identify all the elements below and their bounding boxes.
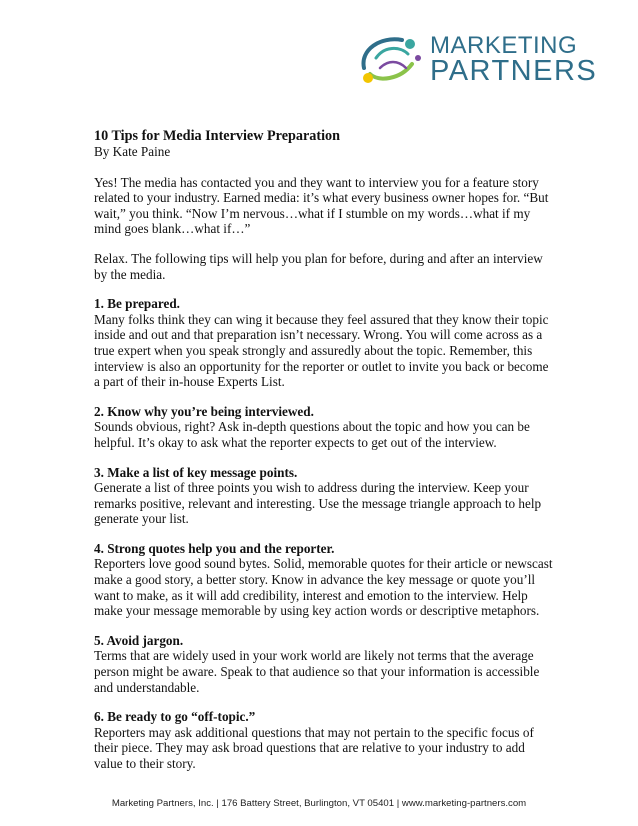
intro-paragraph: Yes! The media has contacted you and they want to interview you for a feature story related to your industry. Earned media: it’s what every business owner hopes for. “But wait,” you think. “Now I’m nervous…what if I stumble on my words…what if my mind goes blank…what if…” [94, 174, 549, 237]
tip-section [94, 296, 554, 390]
tip-section [94, 633, 554, 695]
tip-body: Many folks think they can wing it because they feel assured that they know their topic inside and out and that preparation isn’t necessary. Wrong. You will come across as a true expert when you speak strongly and assuredly about the topic. Remember, this interview is also an opportunity for the reporter or outlet to invite you back or become a part of their in-house Experts List. [94, 311, 549, 390]
tip-section [94, 541, 554, 619]
page-footer: Marketing Partners, Inc. | 176 Battery Street, Burlington, VT 05401 | www.marketing-partners.com [111, 798, 527, 809]
tip-heading: 4. Strong quotes help you and the reporter. [94, 540, 335, 556]
logo-mark-icon [356, 30, 428, 90]
tip-body: Reporters love good sound bytes. Solid, memorable quotes for their article or newscast make a good story, a better story. Know in advance the key message or quote you’ll want to make, as it will add credibility, interest and emotion to the interview. Help make your message memorable by using key action words or descriptive metaphors. [94, 556, 553, 619]
tip-section [94, 404, 554, 451]
logo-text-line2: PARTNERS [430, 55, 598, 87]
logo-text-line1: MARKETING [430, 32, 578, 59]
tip-heading: 6. Be ready to go “off-topic.” [94, 709, 256, 725]
document-title: 10 Tips for Media Interview Preparation [94, 128, 341, 144]
tip-body: Terms that are widely used in your work world are likely not terms that the average person might be aware. Speak to that audience so that your information is accessible and understandable. [94, 648, 540, 695]
document-body [94, 128, 554, 786]
tip-heading: 2. Know why you’re being interviewed. [94, 403, 314, 419]
logo-wordmark [430, 34, 597, 86]
tip-heading: 1. Be prepared. [94, 296, 180, 312]
company-logo [356, 30, 598, 90]
author-byline: By Kate Paine [94, 144, 171, 159]
tip-heading: 5. Avoid jargon. [94, 632, 184, 648]
tip-body: Sounds obvious, right? Ask in-depth questions about the topic and how you can be helpful. It’s okay to ask what the reporter expects to get out of the interview. [94, 419, 530, 450]
tip-body: Generate a list of three points you wish to address during the interview. Keep your remarks positive, relevant and interesting. Use the message triangle approach to help generate your list. [94, 480, 542, 527]
tip-heading: 3. Make a list of key message points. [94, 464, 298, 480]
tip-section [94, 709, 554, 771]
intro-paragraph: Relax. The following tips will help you plan for before, during and after an interview by the media. [94, 250, 543, 282]
tip-section [94, 465, 554, 527]
tip-body: Reporters may ask additional questions that may not pertain to the specific focus of their piece. They may ask broad questions that are relative to your industry to add value to their story. [94, 724, 534, 771]
